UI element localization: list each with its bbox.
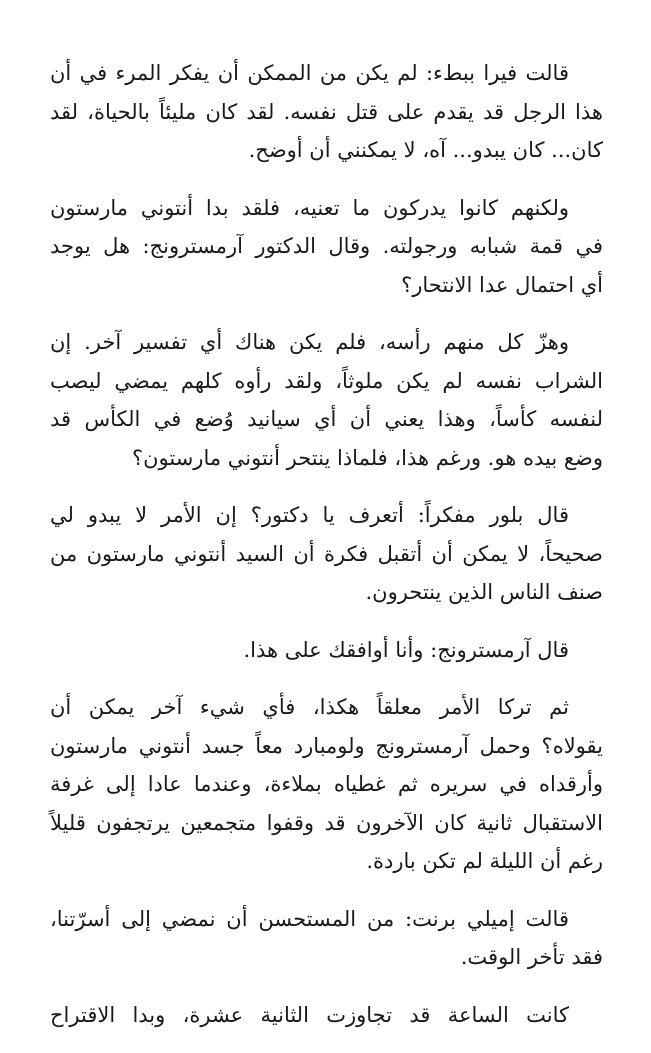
- text-line: قالت فيرا ببطء: لم يكن من الممكن أن يفكر المرء في أن: [50, 61, 569, 85]
- paragraph: [50, 631, 603, 670]
- text-line: فقد تأخر الوقت.: [460, 945, 603, 969]
- text-line: كان... كان يبدو... آه، لا يمكنني أن أوضح.: [248, 138, 603, 162]
- paragraph: [50, 496, 603, 612]
- paragraph: [50, 688, 603, 881]
- text-line: الشراب نفسه لم يكن ملوثاً، ولقد رأوه كلهم يمضي ليصب: [50, 368, 603, 393]
- book-page: [50, 54, 603, 1053]
- text-line: وأرقداه في سريره ثم غطياه بملاءة، وعندما عادا إلى غرفة: [50, 772, 603, 796]
- text-line: ولكنهم كانوا يدركون ما تعنيه، فلقد بدا أنتوني مارستون: [50, 195, 569, 220]
- text-line: قال بلور مفكراً: أتعرف يا دكتور؟ إن الأمر لا يبدو لي: [50, 503, 569, 527]
- text-line: صحيحاً، لا يمكن أن أتقبل فكرة أن السيد أنتوني مارستون من: [50, 541, 603, 566]
- paragraph: [50, 189, 603, 305]
- text-line: رغم أن الليلة لم تكن باردة.: [366, 849, 603, 873]
- text-line: قال آرمسترونج: وأنا أوافقك على هذا.: [243, 637, 569, 662]
- text-line: يقولاه؟ وحمل آرمسترونج ولومبارد معاً جسد أنتوني مارستون: [50, 733, 603, 758]
- text-line: أي احتمال عدا الانتحار؟: [401, 272, 603, 297]
- paragraph: [50, 323, 603, 477]
- paragraph: [50, 54, 603, 170]
- paragraph: [50, 996, 603, 1035]
- text-line: في قمة شبابه ورجولته. وقال الدكتور آرمسترونج: هل يوجد: [50, 234, 603, 258]
- text-line: صنف الناس الذين ينتحرون.: [365, 580, 603, 604]
- paragraph: [50, 900, 603, 977]
- text-line: قالت إميلي برنت: من المستحسن أن نمضي إلى أسرّتنا،: [50, 906, 569, 931]
- text-line: وهزّ كل منهم رأسه، فلم يكن هناك أي تفسير آخر. إن: [50, 330, 569, 354]
- text-line: لنفسه كأساً، وهذا يعني أن أي سيانيد وُضع في الكأس قد: [50, 407, 603, 431]
- text-line: كانت الساعة قد تجاوزت الثانية عشرة، وبدا الاقتراح: [50, 1002, 569, 1027]
- text-line: ثم تركا الأمر معلقاً هكذا، فأي شيء آخر يمكن أن: [50, 695, 569, 719]
- text-line: هذا الرجل قد يقدم على قتل نفسه. لقد كان مليئاً بالحياة، لقد: [50, 99, 603, 124]
- text-line: الاستقبال ثانية كان الآخرون قد وقفوا متجمعين يرتجفون قليلاً: [50, 810, 603, 835]
- text-line: وضع بيده هو. ورغم هذا، فلماذا ينتحر أنتوني مارستون؟: [131, 445, 603, 470]
